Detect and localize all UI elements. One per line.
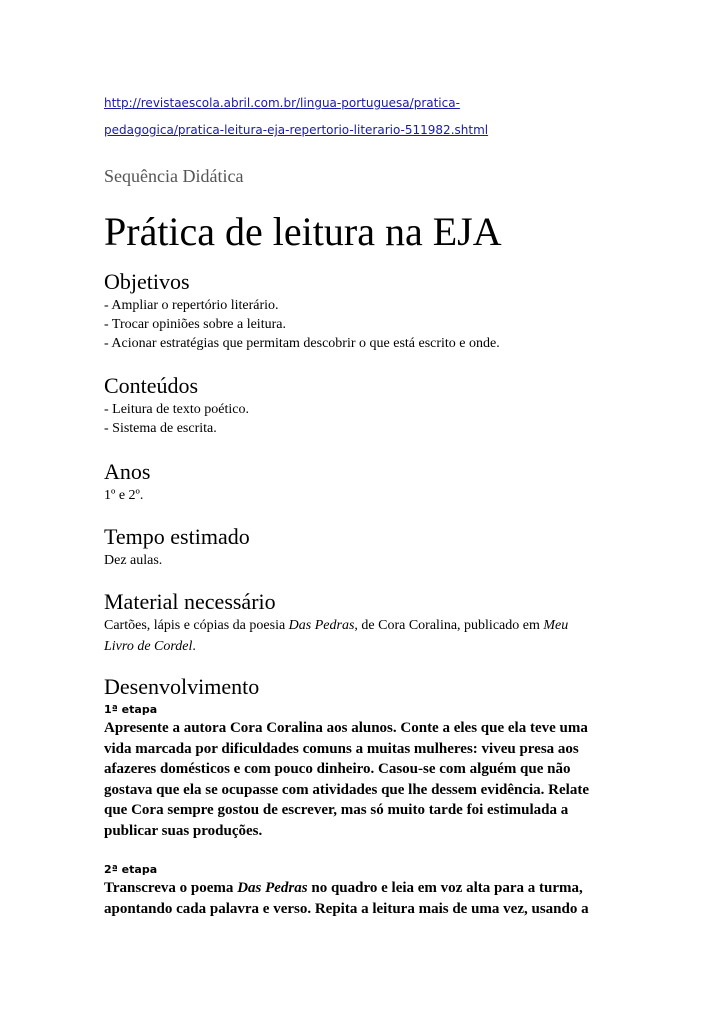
section-heading: Tempo estimado <box>104 524 250 549</box>
section-heading: Anos <box>104 459 151 484</box>
list-item: - Trocar opiniões sobre a leitura. <box>104 317 286 332</box>
step-label: 1ª etapa <box>104 703 158 716</box>
material-line-1 <box>104 616 624 635</box>
paragraph-line: gostava que ela se ocupasse com atividades que lhe dessem evidência. Relate <box>104 781 589 798</box>
paragraph-line: afazeres domésticos e com pouco dinheiro. Casou-se com alguém que não <box>104 761 571 777</box>
paragraph-line <box>104 878 624 899</box>
section-tempo-estimado <box>104 525 624 570</box>
poem-title: Das Pedras <box>288 618 355 633</box>
text-run: Cartões, lápis e cópias da poesia <box>104 618 289 633</box>
book-title-part: Livro de Cordel <box>104 639 193 654</box>
paragraph-line: que Cora sempre gostou de escrever, mas só muito tarde foi estimulada a <box>104 802 569 818</box>
poem-title: Das Pedras <box>237 880 308 896</box>
section-heading: Conteúdos <box>104 373 199 398</box>
book-title-part: Meu <box>543 618 569 633</box>
list-item: - Sistema de escrita. <box>104 421 217 436</box>
text-run: . <box>192 639 196 654</box>
section-heading: Desenvolvimento <box>104 674 260 699</box>
text-run: , de Cora Coralina, publicado em <box>354 618 544 633</box>
page-title: Prática de leitura na EJA <box>104 209 502 254</box>
step-label: 2ª etapa <box>104 863 158 876</box>
section-heading: Material necessário <box>104 589 276 614</box>
material-line-2 <box>104 637 624 656</box>
section-material <box>104 590 624 656</box>
section-objetivos <box>104 270 624 353</box>
section-anos <box>104 460 624 505</box>
text-run: Transcreva o poema <box>104 880 238 896</box>
source-url-line-1[interactable]: http://revistaescola.abril.com.br/lingua-portuguesa/pratica- <box>104 96 460 110</box>
paragraph-line: apontando cada palavra e verso. Repita a leitura mais de uma vez, usando a <box>104 900 589 917</box>
source-url-line-2[interactable]: pedagogica/pratica-leitura-eja-repertorio-literario-511982.shtml <box>104 123 489 137</box>
section-desenvolvimento <box>104 675 624 919</box>
section-text: Dez aulas. <box>104 553 163 568</box>
list-item: - Leitura de texto poético. <box>104 402 249 417</box>
paragraph-line: publicar suas produções. <box>104 822 263 839</box>
list-item: - Acionar estratégias que permitam descobrir o que está escrito e onde. <box>104 336 500 351</box>
section-conteudos <box>104 374 624 438</box>
text-run: no quadro e leia em voz alta para a turma, <box>307 880 583 896</box>
section-heading: Objetivos <box>104 269 190 294</box>
section-text: 1º e 2º. <box>104 488 144 503</box>
kicker-label: Sequência Didática <box>104 166 244 186</box>
list-item: - Ampliar o repertório literário. <box>104 298 279 313</box>
paragraph-line: vida marcada por dificuldades comuns a muitas mulheres: viveu presa aos <box>104 740 579 757</box>
paragraph-line: Apresente a autora Cora Coralina aos alunos. Conte a eles que ela teve uma <box>104 720 588 736</box>
